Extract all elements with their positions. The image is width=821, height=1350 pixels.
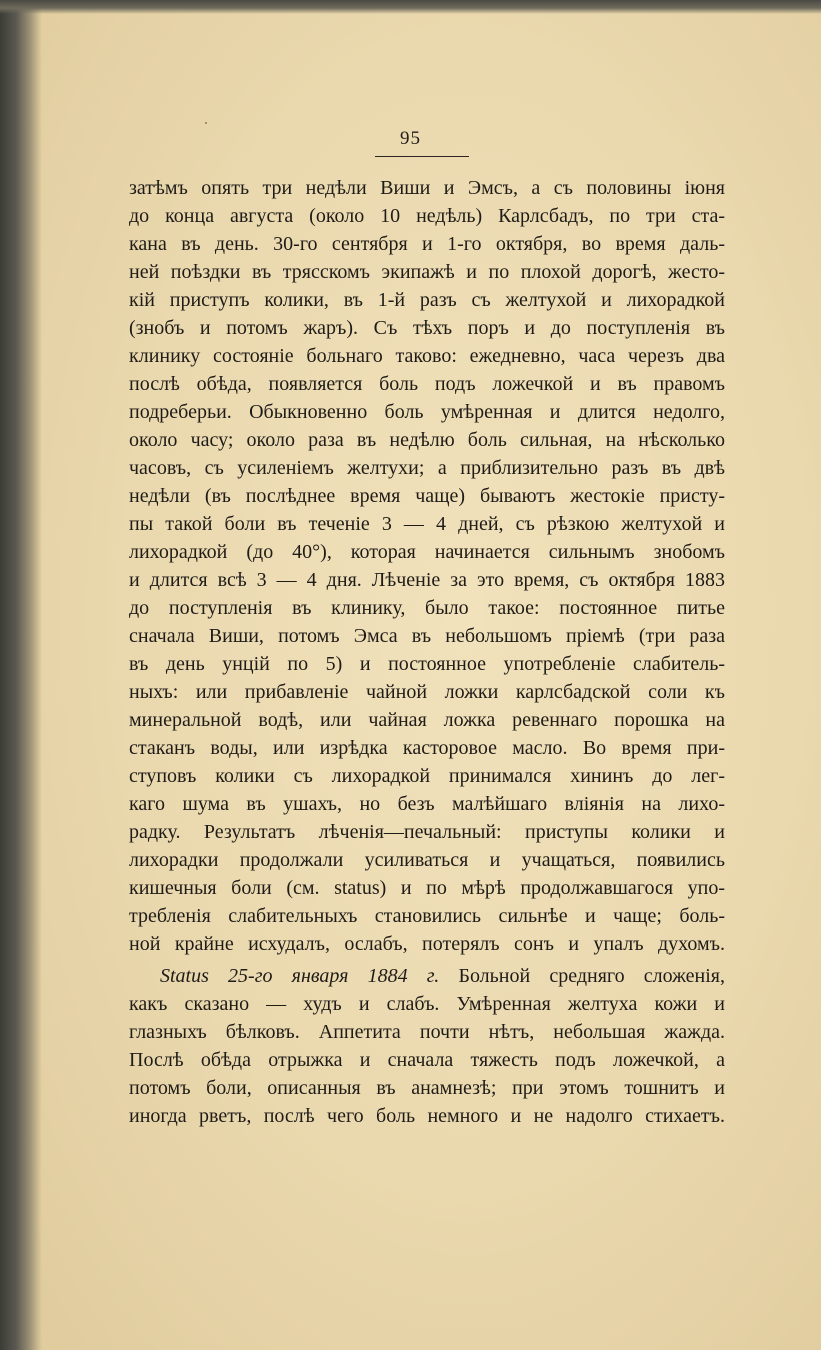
book-binding-edge (0, 0, 42, 1350)
text-line: (знобъ и потомъ жаръ). Съ тѣхъ поръ и до поступленія въ (129, 317, 725, 339)
text-line: каго шума въ ушахъ, но безъ малѣйшаго вліянія на лихо- (129, 793, 725, 815)
text-line: пы такой боли въ теченіе 3 — 4 дней, съ рѣзкою желтухой и (129, 513, 725, 535)
scan-top-edge (0, 0, 821, 14)
text-line: кишечныя боли (см. status) и по мѣрѣ продолжавшагося упо- (129, 877, 725, 899)
text-line: кана въ день. 30-го сентября и 1-го октября, во время даль- (129, 233, 725, 255)
page-number: 95 (400, 128, 421, 149)
text-line: около часу; около раза въ недѣлю боль сильная, на нѣсколько (129, 429, 725, 451)
text-line: Послѣ обѣда отрыжка и сначала тяжесть подъ ложечкой, а (129, 1049, 725, 1071)
text-line: ной крайне исхудалъ, ослабъ, потерялъ сонъ и упалъ духомъ. (129, 933, 725, 955)
text-line: лихорадкой (до 40°), которая начинается сильнымъ знобомъ (129, 541, 725, 563)
text-line: клинику состояніе больнаго таково: ежедневно, часа черезъ два (129, 345, 725, 367)
paper-speck (205, 122, 207, 124)
text-line: минеральной водѣ, или чайная ложка ревеннаго порошка на (129, 709, 725, 731)
text-line: стаканъ воды, или изрѣдка касторовое масло. Во время при- (129, 737, 725, 759)
text-line: глазныхъ бѣлковъ. Аппетита почти нѣтъ, небольшая жажда. (129, 1021, 725, 1043)
text-line: послѣ обѣда, появляется боль подъ ложечкой и въ правомъ (129, 373, 725, 395)
text-line: радку. Результатъ лѣченія—печальный: приступы колики и (129, 821, 725, 843)
text-line: ступовъ колики съ лихорадкой принимался хининъ до лег- (129, 765, 725, 787)
status-paragraph-first-line (160, 963, 725, 989)
text-line: ней поѣздки въ трясскомъ экипажѣ и по плохой дорогѣ, жесто- (129, 261, 725, 283)
status-heading: Status 25-го января 1884 г. (160, 965, 440, 987)
text-line: кій приступъ колики, въ 1-й разъ съ желтухой и лихорадкой (129, 289, 725, 311)
text-line: ныхъ: или прибавленіе чайной ложки карлсбадской соли къ (129, 681, 725, 703)
text-line: до конца августа (около 10 недѣль) Карлсбадъ, по три ста- (129, 205, 725, 227)
text-line: до поступленія въ клинику, было такое: постоянное питье (129, 597, 725, 619)
text-line: иногда рветъ, послѣ чего боль немного и не надолго стихаетъ. (129, 1105, 725, 1127)
page-number-rule (375, 156, 469, 157)
text-line: потомъ боли, описанныя въ анамнезѣ; при этомъ тошнитъ и (129, 1077, 725, 1099)
text-line: требленія слабительныхъ становились сильнѣе и чаще; боль- (129, 905, 725, 927)
text-line: сначала Виши, потомъ Эмса въ небольшомъ пріемѣ (три раза (129, 625, 725, 647)
text-line: и длится всѣ 3 — 4 дня. Лѣченіе за это время, съ октября 1883 (129, 569, 725, 591)
text-line: затѣмъ опять три недѣли Виши и Эмсъ, а съ половины іюня (129, 177, 725, 199)
text-line: какъ сказано — худъ и слабъ. Умѣренная желтуха кожи и (129, 993, 725, 1015)
text-line: подреберьи. Обыкновенно боль умѣренная и длится недолго, (129, 401, 725, 423)
text-line: лихорадки продолжали усиливаться и учащаться, появились (129, 849, 725, 871)
status-first-line-text: Больной средняго сложенія, (458, 965, 725, 987)
text-line: часовъ, съ усиленіемъ желтухи; а приблизительно разъ въ двѣ (129, 457, 725, 479)
text-line: въ день унцій по 5) и постоянное употребленіе слабитель- (129, 653, 725, 675)
text-line: недѣли (въ послѣднее время чаще) бываютъ жестокіе присту- (129, 485, 725, 507)
